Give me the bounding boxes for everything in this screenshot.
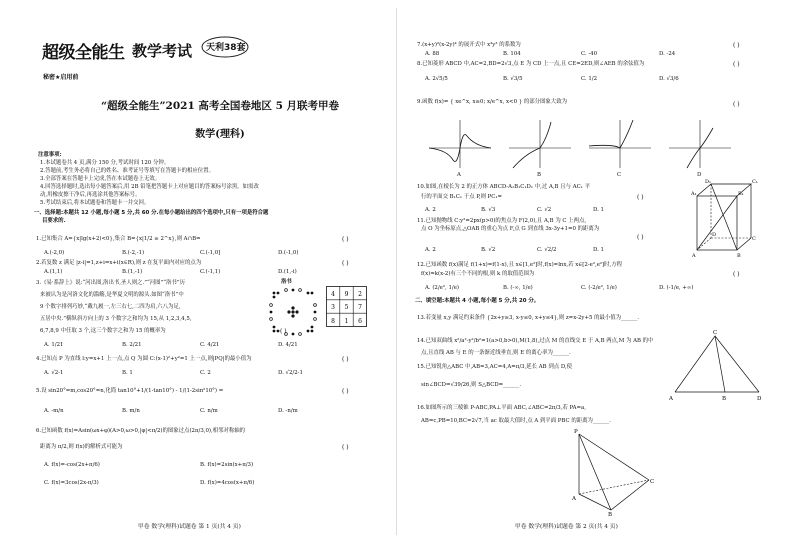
answer-paren: ( ) bbox=[342, 260, 349, 267]
section-1-heading: 一、选择题:本题共 12 小题,每小题 5 分,共 60 分.在每小题给出的四个选项中,只有一项是符合题 bbox=[34, 210, 269, 216]
cube-figure bbox=[691, 180, 757, 262]
q2-option-d: D.(1,-i) bbox=[278, 269, 297, 275]
q7-option-c: C. -40 bbox=[581, 51, 598, 57]
q6-option-c: C. f(x)=3cos(2x-π/3) bbox=[44, 480, 99, 486]
question-10-line: 行的平面交 B₁C₁ 于点 P,则 PC₁= bbox=[421, 194, 503, 200]
question-3-line: 3.《易·系辞上》说:“河出图,洛出书,圣人则之.”“河图”“洛书”历 bbox=[36, 280, 185, 286]
q8-option-d: D. √3/6 bbox=[659, 76, 679, 82]
q8-option-b: B. √3/5 bbox=[503, 76, 523, 82]
grid-cell: 9 bbox=[344, 291, 349, 298]
grid-cell: 4 bbox=[331, 291, 335, 298]
q5-option-a: A. -m/n bbox=[44, 408, 64, 414]
q9-label-c: C bbox=[617, 172, 622, 178]
brand-sub: 教学考试 bbox=[132, 42, 193, 60]
q3-option-b: B. 2/21 bbox=[122, 342, 142, 348]
q3-option-a: A. 1/21 bbox=[44, 342, 64, 348]
question-8: 8.已知菱形 ABCD 中,AC=2,BD=2√3,点 E 为 CD 上一点,且 CE=2ED,则∠AEB 的余弦值为 bbox=[417, 61, 645, 67]
q1-option-b: B.(-2,-1) bbox=[122, 250, 145, 256]
question-2: 2.若复数 z 满足 |z-i|=1,z+i=x+i(x∈R),则 z 在复平面内对应的点为 bbox=[36, 260, 202, 266]
q11-option-c: C. √2/2 bbox=[537, 247, 557, 253]
luoshu-number-grid bbox=[326, 286, 368, 328]
triangle-figure bbox=[667, 330, 767, 402]
q5-option-b: B. m/n bbox=[122, 408, 140, 414]
answer-paren: ( ) bbox=[637, 194, 644, 201]
q8-option-c: C. 1/2 bbox=[581, 76, 598, 82]
answer-paren: ( ) bbox=[733, 42, 740, 49]
answer-paren: ( ) bbox=[280, 328, 287, 335]
q6-option-a: A. f(x)=-cos(2x+π/6) bbox=[44, 462, 100, 468]
q5-option-c: C. n/m bbox=[200, 408, 218, 414]
answer-paren: ( ) bbox=[342, 356, 349, 363]
answer-paren: ( ) bbox=[733, 61, 740, 68]
question-6-line: 6.已知函数 f(x)=Asin(ωx+φ)(A>0,ω>0,|φ|<π/2)的图象过点(2π/3,0),相邻对称轴的 bbox=[36, 428, 246, 434]
page-footer: 甲卷 数学(理科)试题卷 第 2 页(共 4 页) bbox=[515, 524, 618, 530]
grid-cell: 7 bbox=[358, 304, 362, 311]
q2-option-c: C.(-1,1) bbox=[200, 269, 221, 275]
grid-cell: 5 bbox=[344, 304, 349, 311]
q10-option-d: D. 1 bbox=[593, 207, 604, 213]
svg-text:天利38套: 天利38套 bbox=[206, 43, 246, 53]
q4-option-d: D. √2/2-1 bbox=[278, 370, 303, 376]
cube-vertex-label: D bbox=[712, 232, 717, 238]
cube-vertex-label: A₁ bbox=[691, 191, 697, 197]
q7-option-d: D. -24 bbox=[659, 51, 676, 57]
cube-vertex-label: D₁ bbox=[705, 179, 712, 185]
question-14-line: 点,且直线 AB 与 E 的一条渐近线垂直,则 E 的离心率为______. bbox=[421, 350, 571, 356]
q1-option-d: D.(-1,0) bbox=[278, 250, 299, 256]
section-2-heading: 二、填空题:本题共 4 小题,每小题 5 分,共 20 分。 bbox=[415, 298, 540, 304]
q4-option-b: B. 1 bbox=[122, 370, 133, 376]
question-11-line: 11.已知抛物线 C:y²=2px(p>0)的焦点为 F(2,0),且 A,B 为 C 上两点, bbox=[417, 218, 587, 224]
q9-graph-c bbox=[587, 118, 653, 170]
question-3-line: 五居中央.”横纵斜方向上的 3 个数字之和均为 15,从 1,2,3,4,5, bbox=[40, 316, 192, 322]
q12-option-d: D. (-1/e, +∞) bbox=[659, 285, 694, 291]
cube-vertex-label: A bbox=[692, 253, 696, 259]
q4-option-c: C. 2 bbox=[200, 370, 211, 376]
q10-option-b: B. √3 bbox=[481, 207, 496, 213]
brand-main: 超级全能生 bbox=[42, 43, 125, 63]
question-9: 9.函数 f(x)= { xe^x, x≥0; x/e^x, x<0 } 的部分图象大致为 bbox=[417, 99, 567, 105]
section-1-heading-cont: 目要求的. bbox=[42, 218, 66, 224]
cube-vertex-label: C bbox=[752, 236, 756, 242]
question-14-line: 14.已知双曲线 x²/a²-y²/b²=1(a>0,b>0),M(1,8),过点 M 的直线交 E 于 A,B 两点,M 为 AB 的中 bbox=[417, 338, 654, 344]
note-line: 动,用橡皮擦干净后,再选涂其他答案标号。 bbox=[40, 192, 141, 198]
luoshu-dots-figure bbox=[268, 287, 318, 337]
answer-paren: ( ) bbox=[733, 101, 740, 108]
question-13: 13.若变量 x,y 满足约束条件 {2x+y≥3, x-y≤0, x+y≤4},则 z=x-2y+5 的最小值为______. bbox=[417, 315, 639, 321]
question-15-line: 15.已知锐角△ABC 中,AB=3,AC=4,A=π/3,延长 AB 到点 D,使 bbox=[417, 364, 573, 370]
answer-paren: ( ) bbox=[342, 388, 349, 395]
question-12-line: f(x)=k(x-2)有三个不同的根,则 k 的取值范围为 bbox=[421, 271, 535, 277]
pyramid-vertex-label: A bbox=[572, 496, 576, 502]
page-footer: 甲卷 数学(理科)试题卷 第 1 页(共 4 页) bbox=[138, 524, 241, 530]
q9-graph-b bbox=[507, 118, 573, 170]
question-5: 5.设 sin20°=m,cos20°=n,化简 tan10°+1/(1-tan10°) - 1/(1-2sin²10°) = bbox=[36, 388, 224, 394]
answer-paren: ( ) bbox=[733, 271, 740, 278]
q8-option-a: A. 2√5/5 bbox=[425, 76, 448, 82]
q12-option-c: C. (-2/e², 1/e) bbox=[581, 285, 617, 291]
question-4: 4.已知点 P 为直线 l:y=x+1 上一点,点 Q 为圆 C:(x-1)²+y²=1 上一点,则|PQ|的最小值为 bbox=[36, 356, 252, 362]
q3-option-d: D. 4/21 bbox=[278, 342, 298, 348]
q7-option-a: A. 88 bbox=[425, 51, 440, 57]
q6-option-b: B. f(x)=2sin(x+π/3) bbox=[200, 462, 254, 468]
grid-cell: 2 bbox=[358, 291, 362, 298]
cube-vertex-label: B bbox=[737, 253, 741, 259]
publisher-logo bbox=[200, 33, 250, 59]
q9-graph-a bbox=[427, 118, 493, 170]
grid-cell: 6 bbox=[358, 318, 362, 325]
q11-option-d: D. 1 bbox=[593, 247, 604, 253]
q12-option-b: B. (-∞, 1/e) bbox=[503, 285, 533, 291]
q9-label-b: B bbox=[537, 172, 541, 178]
q2-option-a: A.(1,1) bbox=[44, 269, 63, 275]
q10-option-a: A. 2 bbox=[425, 207, 436, 213]
q5-option-d: D. -n/m bbox=[278, 408, 298, 414]
question-16-line: 16.如图所示的三棱锥 P-ABC,PA⊥平面 ABC,∠ABC=2π/3,若 PA=a, bbox=[417, 405, 586, 411]
notes-heading: 注意事项: bbox=[38, 152, 62, 158]
question-3-line: 6,7,8,9 中任取 3 个,这三个数字之和为 15 的概率为 bbox=[40, 328, 166, 334]
q3-option-c: C. 4/21 bbox=[200, 342, 220, 348]
q2-option-b: B.(1,-1) bbox=[122, 269, 143, 275]
q9-label-a: A bbox=[457, 172, 461, 178]
secret-stamp: 秘密★启用前 bbox=[43, 74, 79, 81]
triangle-vertex-label: A bbox=[669, 396, 673, 402]
exam-title: “超级全能生”2021 高考全国卷地区 5 月联考甲卷 bbox=[100, 100, 340, 112]
question-1: 1.已知集合 A={x|lg(x+2)<0},集合 B={x|1/2 ≥ 2^x},则 A∩B= bbox=[36, 236, 201, 242]
q12-option-a: A. (2/e², 1/e) bbox=[425, 285, 459, 291]
note-line: 4.回答选择题时,选出每小题答案后,用 2B 铅笔把答题卡上对应题目的答案标号涂黑。如需改 bbox=[40, 184, 259, 190]
note-line: 3.全部答案在答题卡上完成,答在本试题卷上无效。 bbox=[40, 176, 161, 182]
question-3-line: 9 个数字排列巧妙,“戴九履一,左三右七,二四为肩,六八为足, bbox=[40, 304, 181, 310]
note-line: 5.考试结束后,将本试题卷和答题卡一并交回。 bbox=[40, 200, 150, 206]
answer-paren: ( ) bbox=[342, 236, 349, 243]
grid-cell: 8 bbox=[331, 318, 335, 325]
q6-option-d: D. f(x)=4cos(x+π/6) bbox=[200, 480, 255, 486]
answer-paren: ( ) bbox=[342, 444, 349, 451]
q7-option-b: B. 104 bbox=[503, 51, 521, 57]
grid-cell: 3 bbox=[331, 304, 335, 311]
luoshu-label: 洛书 bbox=[281, 279, 292, 285]
grid-cell: 1 bbox=[344, 318, 349, 325]
pyramid-vertex-label: P bbox=[574, 429, 578, 435]
triangle-vertex-label: C bbox=[713, 330, 718, 336]
cube-vertex-label: B₁ bbox=[738, 191, 744, 197]
q1-option-c: C.(-1,0] bbox=[200, 250, 221, 256]
q1-option-a: A.(-2,0) bbox=[44, 250, 65, 256]
question-12-line: 12.已知函数 f(x)满足 f(1+x)=f(1-x),且 x∈[1,e²]时,f(x)=lnx,若 x∈[2-e²,e²]时,方程 bbox=[417, 262, 623, 268]
question-16-line: AB=c,PB=10,BC=2√7,当 ac 取最大值时,点 A 到平面 PBC 的距离为______. bbox=[421, 418, 611, 424]
cube-vertex-label: C₁ bbox=[752, 179, 758, 185]
q11-option-a: A. 2 bbox=[425, 247, 436, 253]
question-11-line: 点 O 为坐标原点,△OAB 的重心为点 F,点 G 到直线 3x-3y+1=0 的距离为 bbox=[421, 226, 600, 232]
q4-option-a: A. √2-1 bbox=[44, 370, 64, 376]
question-6-line: 距离为 π/2,则 f(x)的解析式可能为 bbox=[40, 444, 123, 450]
exam-page-2 bbox=[397, 0, 794, 543]
pyramid-vertex-label: C bbox=[650, 479, 655, 485]
answer-paren: ( ) bbox=[637, 234, 644, 241]
triangle-vertex-label: B bbox=[722, 396, 727, 402]
triangle-vertex-label: D bbox=[757, 396, 762, 402]
exam-subtitle: 数学(理科) bbox=[195, 129, 245, 140]
q10-option-c: C. √2 bbox=[537, 207, 552, 213]
note-line: 2.答题前,考生务必将自己的姓名、准考证号等填写在答题卡的相应位置。 bbox=[40, 168, 214, 174]
question-15-line: sin∠BCD=√39/26,则 S△BCD=______. bbox=[421, 382, 522, 388]
pyramid-vertex-label: B bbox=[608, 512, 613, 518]
note-line: 1.本试题卷共 4 页,满分 150 分,考试时间 120 分钟。 bbox=[40, 160, 170, 166]
question-7: 7.(x+y)²(x-2y)⁴ 的展开式中 x³y³ 的系数为 bbox=[417, 42, 521, 48]
question-3-line: 来被认为是河洛文化的滥觞,是华夏文明的源头.如图“洛书”中 bbox=[40, 292, 184, 298]
pyramid-figure bbox=[565, 428, 655, 516]
q9-graph-d bbox=[667, 118, 733, 170]
question-10-line: 10.如图,在棱长为 2 的正方体 ABCD-A₁B₁C₁D₁ 中,过 A,B 且与 AC₁ 平 bbox=[417, 184, 591, 190]
q11-option-b: B. √2 bbox=[481, 247, 496, 253]
q9-label-d: D bbox=[697, 172, 702, 178]
